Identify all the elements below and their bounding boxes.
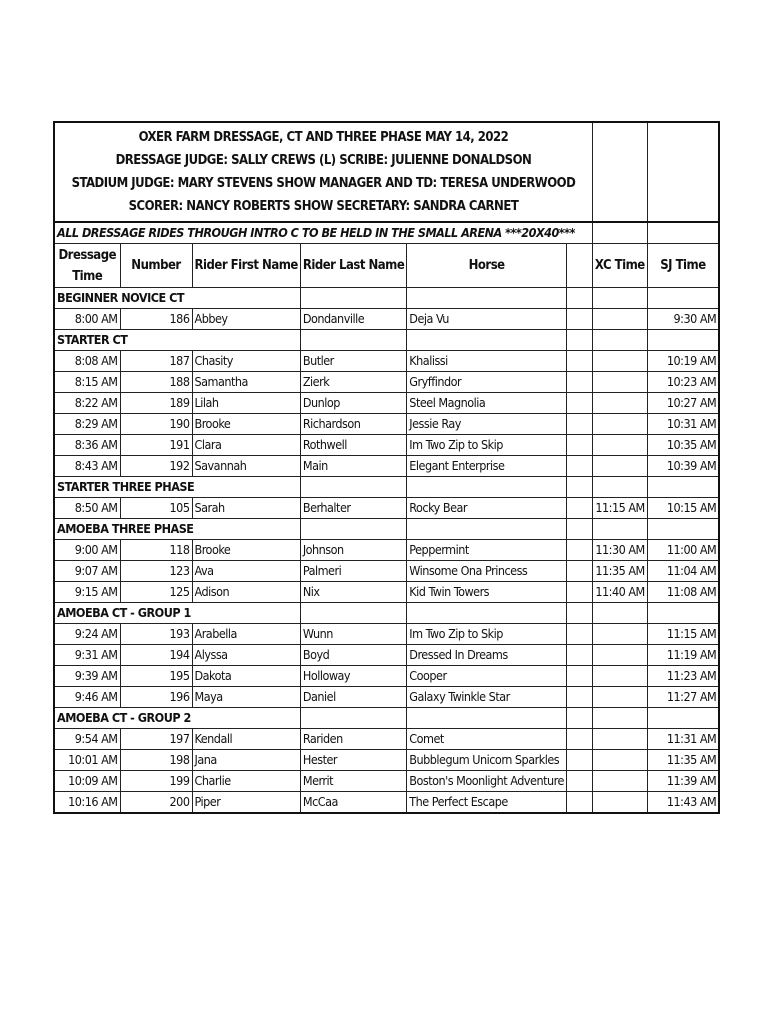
blank-cell: [647, 519, 719, 540]
blank-cell: [566, 729, 592, 750]
rider-first-name-cell: Kendall: [192, 729, 300, 750]
note-blank-cell: [592, 222, 647, 244]
rider-last-name-cell: Dunlop: [300, 393, 406, 414]
section-title: AMOEBA THREE PHASE: [54, 519, 300, 540]
section-row: [54, 519, 719, 540]
entry-row: [54, 645, 719, 666]
col-dressage-label: Dressage: [58, 247, 117, 263]
col-blank: [566, 244, 592, 288]
blank-cell: [592, 519, 647, 540]
xc-time-cell: [592, 750, 647, 771]
dressage-time-cell: 8:22 AM: [54, 393, 120, 414]
xc-time-cell: [592, 456, 647, 477]
blank-cell: [566, 792, 592, 814]
rider-last-name-cell: Richardson: [300, 414, 406, 435]
dressage-time-cell: 10:01 AM: [54, 750, 120, 771]
blank-cell: [566, 288, 592, 309]
dressage-time-cell: 9:24 AM: [54, 624, 120, 645]
xc-time-cell: [592, 645, 647, 666]
sj-time-cell: 11:19 AM: [647, 645, 719, 666]
column-header-row: [54, 244, 719, 288]
sj-time-cell: 10:35 AM: [647, 435, 719, 456]
dressage-time-cell: 8:43 AM: [54, 456, 120, 477]
blank-cell: [300, 603, 406, 624]
dressage-time-cell: 10:16 AM: [54, 792, 120, 814]
entry-row: [54, 561, 719, 582]
number-cell: 192: [120, 456, 192, 477]
number-cell: 105: [120, 498, 192, 519]
number-cell: 186: [120, 309, 192, 330]
rider-last-name-cell: Rothwell: [300, 435, 406, 456]
section-row: [54, 477, 719, 498]
section-title: AMOEBA CT - GROUP 1: [54, 603, 300, 624]
entry-row: [54, 309, 719, 330]
sj-time-cell: 11:31 AM: [647, 729, 719, 750]
header-scorer-line: SCORER: NANCY ROBERTS SHOW SECRETARY: SANDRA CARNET: [128, 199, 519, 214]
horse-cell: Elegant Enterprise: [407, 456, 567, 477]
number-cell: 194: [120, 645, 192, 666]
rider-first-name-cell: Sarah: [192, 498, 300, 519]
horse-cell: Winsome Ona Princess: [407, 561, 567, 582]
entry-row: [54, 792, 719, 814]
blank-cell: [300, 477, 406, 498]
number-cell: 198: [120, 750, 192, 771]
xc-time-cell: [592, 729, 647, 750]
sj-time-cell: 11:35 AM: [647, 750, 719, 771]
horse-cell: Khalissi: [407, 351, 567, 372]
col-horse: Horse: [407, 244, 567, 288]
horse-cell: Im Two Zip to Skip: [407, 624, 567, 645]
blank-cell: [592, 603, 647, 624]
blank-cell: [647, 330, 719, 351]
blank-cell: [592, 330, 647, 351]
xc-time-cell: [592, 624, 647, 645]
blank-cell: [592, 708, 647, 729]
blank-cell: [566, 771, 592, 792]
rider-last-name-cell: Zierk: [300, 372, 406, 393]
rider-first-name-cell: Jana: [192, 750, 300, 771]
dressage-time-cell: 9:39 AM: [54, 666, 120, 687]
horse-cell: The Perfect Escape: [407, 792, 567, 814]
xc-time-cell: [592, 687, 647, 708]
number-cell: 123: [120, 561, 192, 582]
header-stadium-line: STADIUM JUDGE: MARY STEVENS SHOW MANAGER AND TD: TERESA UNDERWOOD: [71, 176, 576, 191]
rider-first-name-cell: Piper: [192, 792, 300, 814]
blank-cell: [566, 498, 592, 519]
number-cell: 189: [120, 393, 192, 414]
blank-cell: [566, 309, 592, 330]
rider-first-name-cell: Maya: [192, 687, 300, 708]
dressage-time-cell: 8:08 AM: [54, 351, 120, 372]
header-title-line: OXER FARM DRESSAGE, CT AND THREE PHASE MAY 14, 2022: [138, 130, 509, 145]
xc-time-cell: [592, 309, 647, 330]
section-title: STARTER CT: [54, 330, 300, 351]
xc-time-cell: [592, 372, 647, 393]
dressage-time-cell: 8:36 AM: [54, 435, 120, 456]
schedule-table: [53, 121, 720, 814]
section-title: AMOEBA CT - GROUP 2: [54, 708, 300, 729]
blank-cell: [566, 750, 592, 771]
horse-cell: Galaxy Twinkle Star: [407, 687, 567, 708]
rider-last-name-cell: Butler: [300, 351, 406, 372]
section-row: [54, 288, 719, 309]
rider-first-name-cell: Clara: [192, 435, 300, 456]
number-cell: 118: [120, 540, 192, 561]
blank-cell: [647, 477, 719, 498]
sj-time-cell: 10:27 AM: [647, 393, 719, 414]
sj-time-cell: 11:27 AM: [647, 687, 719, 708]
header-judge-line: DRESSAGE JUDGE: SALLY CREWS (L) SCRIBE: JULIENNE DONALDSON: [115, 153, 532, 168]
rider-first-name-cell: Adison: [192, 582, 300, 603]
horse-cell: Jessie Ray: [407, 414, 567, 435]
blank-cell: [300, 288, 406, 309]
horse-cell: Kid Twin Towers: [407, 582, 567, 603]
blank-cell: [566, 519, 592, 540]
rider-first-name-cell: Lilah: [192, 393, 300, 414]
entry-row: [54, 540, 719, 561]
arena-note: ALL DRESSAGE RIDES THROUGH INTRO C TO BE HELD IN THE SMALL ARENA ***20X40***: [54, 222, 592, 244]
blank-cell: [566, 351, 592, 372]
blank-cell: [566, 414, 592, 435]
dressage-time-cell: 8:29 AM: [54, 414, 120, 435]
sj-time-cell: 11:04 AM: [647, 561, 719, 582]
rider-first-name-cell: Dakota: [192, 666, 300, 687]
blank-cell: [300, 330, 406, 351]
note-blank-cell: [647, 222, 719, 244]
dressage-time-cell: 10:09 AM: [54, 771, 120, 792]
rider-first-name-cell: Brooke: [192, 540, 300, 561]
number-cell: 125: [120, 582, 192, 603]
blank-cell: [407, 708, 567, 729]
blank-cell: [592, 477, 647, 498]
entry-row: [54, 582, 719, 603]
blank-cell: [566, 666, 592, 687]
horse-cell: Rocky Bear: [407, 498, 567, 519]
col-rider-first-name: Rider First Name: [192, 244, 300, 288]
dressage-time-cell: 8:00 AM: [54, 309, 120, 330]
dressage-time-cell: 9:07 AM: [54, 561, 120, 582]
dressage-time-cell: 8:50 AM: [54, 498, 120, 519]
dressage-time-cell: 9:00 AM: [54, 540, 120, 561]
section-row: [54, 708, 719, 729]
xc-time-cell: 11:40 AM: [592, 582, 647, 603]
col-rider-last-name: Rider Last Name: [300, 244, 406, 288]
rider-last-name-cell: Wunn: [300, 624, 406, 645]
sj-time-cell: 11:39 AM: [647, 771, 719, 792]
dressage-time-cell: 9:54 AM: [54, 729, 120, 750]
blank-cell: [407, 477, 567, 498]
xc-time-cell: 11:30 AM: [592, 540, 647, 561]
rider-first-name-cell: Samantha: [192, 372, 300, 393]
horse-cell: Steel Magnolia: [407, 393, 567, 414]
blank-cell: [407, 519, 567, 540]
blank-cell: [566, 330, 592, 351]
entry-row: [54, 351, 719, 372]
blank-cell: [566, 477, 592, 498]
xc-time-cell: 11:15 AM: [592, 498, 647, 519]
blank-cell: [566, 372, 592, 393]
note-row: [54, 222, 719, 244]
blank-cell: [566, 435, 592, 456]
blank-cell: [407, 330, 567, 351]
rider-last-name-cell: Holloway: [300, 666, 406, 687]
sj-time-cell: 11:43 AM: [647, 792, 719, 814]
blank-cell: [300, 519, 406, 540]
horse-cell: Gryffindor: [407, 372, 567, 393]
entry-row: [54, 729, 719, 750]
horse-cell: Deja Vu: [407, 309, 567, 330]
horse-cell: Dressed In Dreams: [407, 645, 567, 666]
show-header: [54, 122, 592, 222]
header-blank-cell: [592, 122, 647, 222]
dressage-time-cell: 9:15 AM: [54, 582, 120, 603]
col-sj-time: SJ Time: [647, 244, 719, 288]
rider-last-name-cell: Dondanville: [300, 309, 406, 330]
horse-cell: Cooper: [407, 666, 567, 687]
rider-last-name-cell: Main: [300, 456, 406, 477]
sj-time-cell: 10:31 AM: [647, 414, 719, 435]
dressage-time-cell: 9:46 AM: [54, 687, 120, 708]
sj-time-cell: 9:30 AM: [647, 309, 719, 330]
number-cell: 188: [120, 372, 192, 393]
sj-time-cell: 10:39 AM: [647, 456, 719, 477]
rider-first-name-cell: Ava: [192, 561, 300, 582]
number-cell: 187: [120, 351, 192, 372]
blank-cell: [566, 540, 592, 561]
number-cell: 190: [120, 414, 192, 435]
rider-first-name-cell: Chasity: [192, 351, 300, 372]
entry-row: [54, 771, 719, 792]
blank-cell: [647, 288, 719, 309]
entry-row: [54, 393, 719, 414]
rider-first-name-cell: Charlie: [192, 771, 300, 792]
blank-cell: [566, 561, 592, 582]
rider-last-name-cell: McCaa: [300, 792, 406, 814]
xc-time-cell: [592, 393, 647, 414]
xc-time-cell: [592, 435, 647, 456]
number-cell: 196: [120, 687, 192, 708]
sj-time-cell: 11:08 AM: [647, 582, 719, 603]
number-cell: 199: [120, 771, 192, 792]
col-xc-time: XC Time: [592, 244, 647, 288]
entry-row: [54, 414, 719, 435]
entry-row: [54, 456, 719, 477]
entry-row: [54, 624, 719, 645]
xc-time-cell: [592, 351, 647, 372]
blank-cell: [566, 582, 592, 603]
dressage-time-cell: 9:31 AM: [54, 645, 120, 666]
entry-row: [54, 666, 719, 687]
entry-row: [54, 750, 719, 771]
number-cell: 197: [120, 729, 192, 750]
number-cell: 195: [120, 666, 192, 687]
blank-cell: [407, 288, 567, 309]
rider-last-name-cell: Rariden: [300, 729, 406, 750]
xc-time-cell: [592, 666, 647, 687]
blank-cell: [566, 393, 592, 414]
section-title: STARTER THREE PHASE: [54, 477, 300, 498]
blank-cell: [566, 645, 592, 666]
sj-time-cell: 10:19 AM: [647, 351, 719, 372]
rider-last-name-cell: Hester: [300, 750, 406, 771]
blank-cell: [592, 288, 647, 309]
rider-first-name-cell: Alyssa: [192, 645, 300, 666]
rider-first-name-cell: Abbey: [192, 309, 300, 330]
horse-cell: Comet: [407, 729, 567, 750]
sj-time-cell: 11:15 AM: [647, 624, 719, 645]
blank-cell: [566, 456, 592, 477]
section-title: BEGINNER NOVICE CT: [54, 288, 300, 309]
xc-time-cell: [592, 414, 647, 435]
dressage-time-cell: 8:15 AM: [54, 372, 120, 393]
rider-last-name-cell: Berhalter: [300, 498, 406, 519]
entry-row: [54, 687, 719, 708]
col-number: Number: [120, 244, 192, 288]
entry-row: [54, 435, 719, 456]
blank-cell: [647, 708, 719, 729]
blank-cell: [566, 708, 592, 729]
blank-cell: [407, 603, 567, 624]
rider-first-name-cell: Brooke: [192, 414, 300, 435]
rider-first-name-cell: Arabella: [192, 624, 300, 645]
header-blank-cell: [647, 122, 719, 222]
entry-row: [54, 372, 719, 393]
horse-cell: Boston's Moonlight Adventure: [407, 771, 567, 792]
section-row: [54, 330, 719, 351]
blank-cell: [300, 708, 406, 729]
col-dressage-time: [54, 244, 120, 288]
xc-time-cell: 11:35 AM: [592, 561, 647, 582]
rider-last-name-cell: Daniel: [300, 687, 406, 708]
sj-time-cell: 11:00 AM: [647, 540, 719, 561]
rider-last-name-cell: Merrit: [300, 771, 406, 792]
blank-cell: [566, 603, 592, 624]
blank-cell: [566, 624, 592, 645]
section-row: [54, 603, 719, 624]
blank-cell: [566, 687, 592, 708]
number-cell: 193: [120, 624, 192, 645]
xc-time-cell: [592, 792, 647, 814]
rider-first-name-cell: Savannah: [192, 456, 300, 477]
blank-cell: [647, 603, 719, 624]
rider-last-name-cell: Johnson: [300, 540, 406, 561]
horse-cell: Im Two Zip to Skip: [407, 435, 567, 456]
entry-row: [54, 498, 719, 519]
number-cell: 191: [120, 435, 192, 456]
rider-last-name-cell: Nix: [300, 582, 406, 603]
rider-last-name-cell: Palmeri: [300, 561, 406, 582]
col-time-label: Time: [72, 268, 103, 284]
number-cell: 200: [120, 792, 192, 814]
sj-time-cell: 11:23 AM: [647, 666, 719, 687]
horse-cell: Bubblegum Unicorn Sparkles: [407, 750, 567, 771]
rider-last-name-cell: Boyd: [300, 645, 406, 666]
horse-cell: Peppermint: [407, 540, 567, 561]
header-row: [54, 122, 719, 222]
sj-time-cell: 10:15 AM: [647, 498, 719, 519]
sj-time-cell: 10:23 AM: [647, 372, 719, 393]
xc-time-cell: [592, 771, 647, 792]
